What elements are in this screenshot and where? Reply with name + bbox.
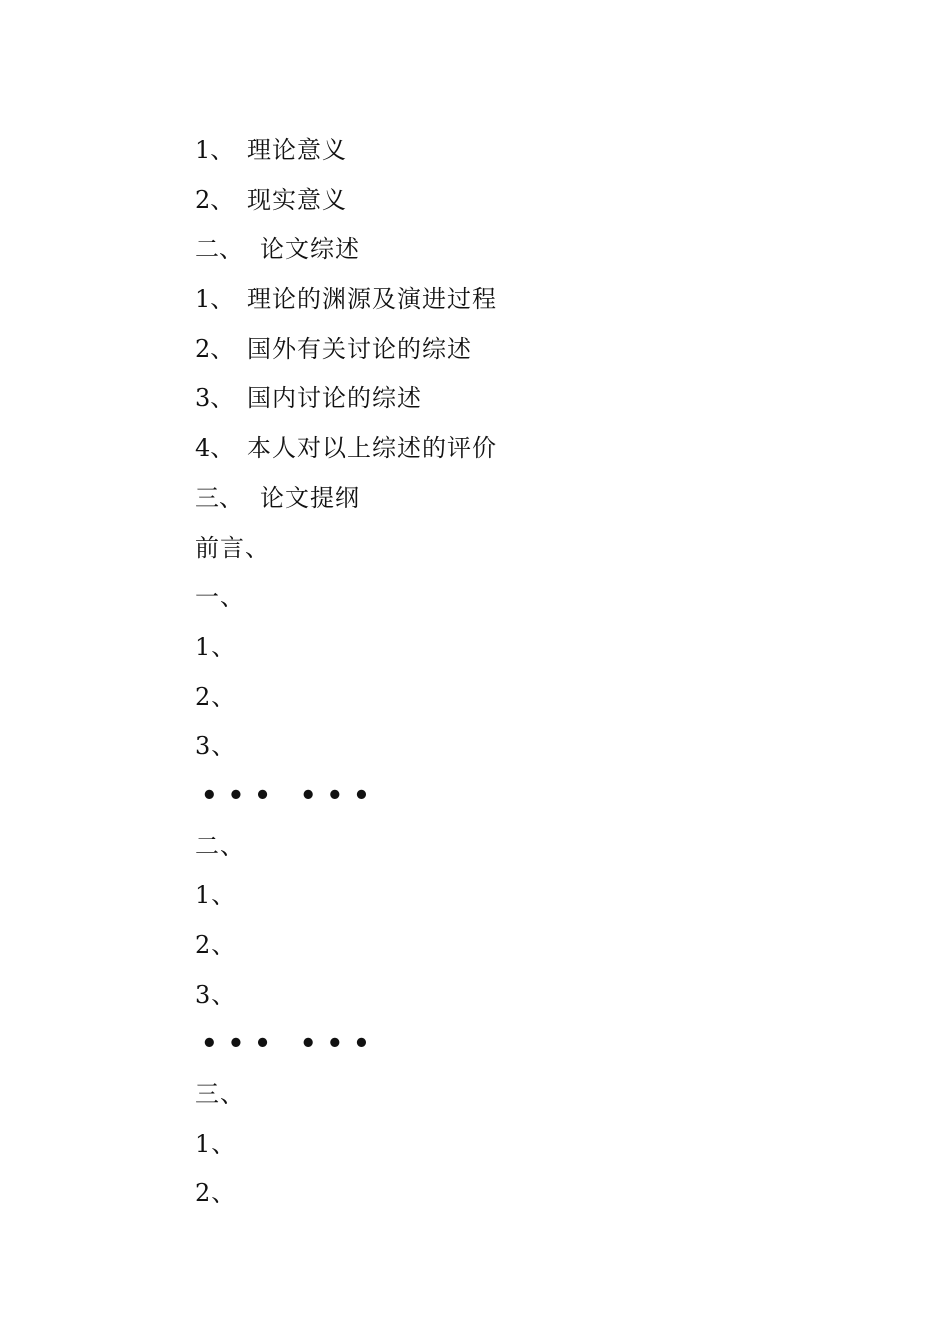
item-text: 1、 (195, 1129, 237, 1158)
outline-item (195, 279, 497, 329)
outline-item (195, 1173, 497, 1223)
item-number: 3、 (195, 384, 235, 413)
item-text: 论文综述 (260, 235, 360, 264)
item-text: 1、 (195, 632, 237, 661)
outline-item (195, 378, 497, 428)
item-number: 二、 (195, 235, 243, 264)
item-text: 2、 (195, 931, 237, 959)
outline-list (195, 130, 497, 1223)
item-number: 三、 (195, 483, 243, 512)
outline-item (195, 229, 497, 279)
item-number: 1、 (195, 136, 235, 164)
outline-item (195, 528, 497, 578)
item-text: 一、 (195, 583, 245, 612)
item-text: 1、 (195, 881, 237, 910)
item-text: 3、 (195, 732, 237, 761)
outline-item (195, 627, 497, 677)
item-text: 2、 (195, 1179, 237, 1208)
item-text: 三、 (195, 1080, 245, 1109)
ellipsis-line (195, 776, 497, 826)
outline-item (195, 826, 497, 876)
item-number: 1、 (195, 285, 235, 314)
ellipsis-line (195, 1024, 497, 1074)
item-text: 理论意义 (247, 136, 347, 164)
outline-item (195, 925, 497, 975)
outline-item (195, 1074, 497, 1124)
item-number: 2、 (195, 334, 235, 363)
ellipsis-dots: ••• ••• (201, 780, 380, 811)
item-number: 4、 (195, 434, 235, 463)
outline-item (195, 726, 497, 776)
outline-item (195, 975, 497, 1025)
outline-item (195, 478, 497, 528)
item-text: 国外有关讨论的综述 (247, 334, 472, 363)
outline-item (195, 329, 497, 379)
outline-item (195, 677, 497, 727)
outline-item (195, 130, 497, 180)
item-text: 现实意义 (247, 185, 347, 214)
item-text: 本人对以上综述的评价 (247, 434, 497, 463)
ellipsis-dots: ••• ••• (201, 1029, 380, 1060)
outline-item (195, 1124, 497, 1174)
item-text: 二、 (195, 831, 245, 860)
item-text: 论文提纲 (260, 483, 360, 512)
outline-item (195, 577, 497, 627)
item-text: 3、 (195, 980, 237, 1009)
item-text: 理论的渊源及演进过程 (247, 285, 497, 314)
item-number: 2、 (195, 185, 235, 214)
outline-item (195, 875, 497, 925)
item-text: 前言、 (195, 533, 270, 562)
outline-item (195, 180, 497, 230)
item-text: 2、 (195, 682, 237, 711)
item-text: 国内讨论的综述 (247, 384, 422, 413)
outline-item (195, 428, 497, 478)
